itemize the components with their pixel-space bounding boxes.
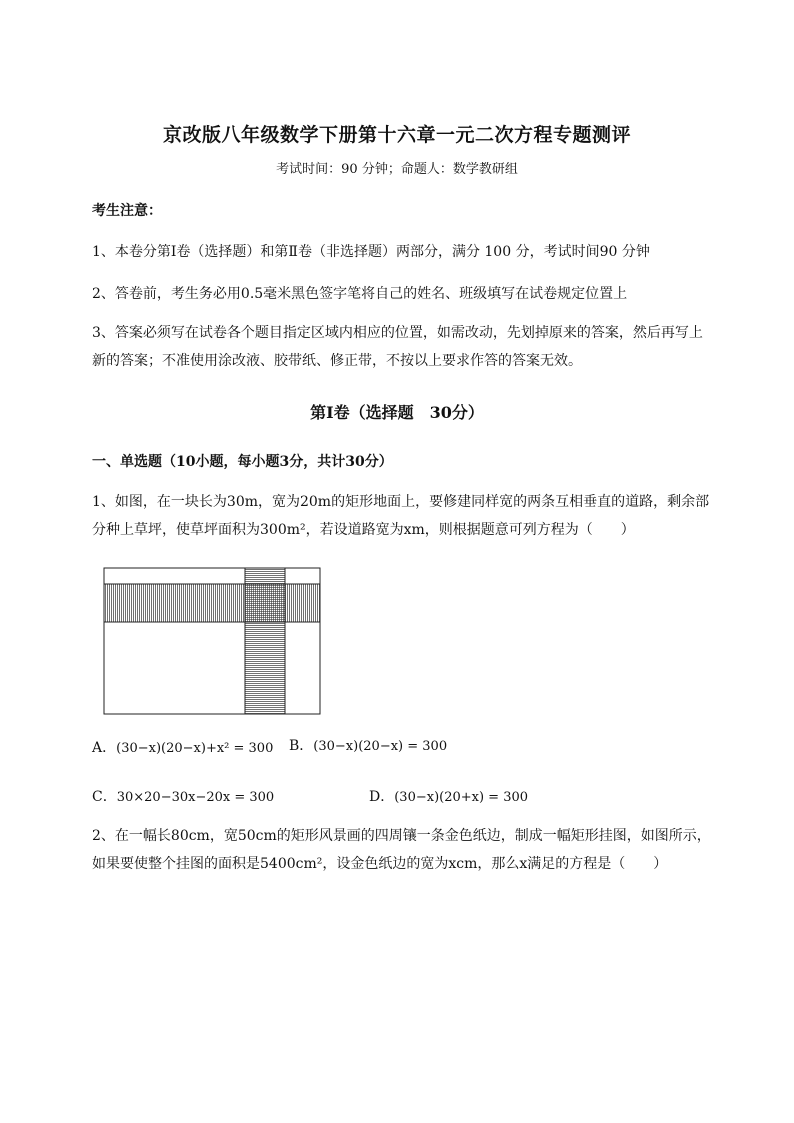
option-b-label: B． [289, 738, 314, 754]
horizontal-road [104, 584, 320, 622]
option-c-formula: 30×20−30x−20x = 300 [116, 790, 275, 805]
option-c[interactable] [92, 786, 274, 806]
option-a-formula: (30−x)(20−x)+x² = 300 [116, 741, 274, 756]
option-d[interactable] [369, 786, 528, 806]
question-2-text: 2、在一幅长80cm，宽50cm的矩形风景画的四周镶一条金色纸边，制成一幅矩形挂图，如图所示，如果要使整个挂图的面积是5400cm²，设金色纸边的宽为xcm，那么x满足的方程是（ ） [92, 828, 711, 872]
notice-heading: 考生注意： [92, 203, 162, 219]
road-intersection [245, 584, 285, 622]
question-1-text: 1、如图，在一块长为30m，宽为20m的矩形地面上，要修建同样宽的两条互相垂直的道路，剩余部分种上草坪，使草坪面积为300m²，若设道路宽为xm，则根据题意可列方程为（ ） [92, 494, 710, 538]
option-b-formula: (30−x)(20−x) = 300 [313, 739, 448, 754]
section-title: 第Ⅰ卷（选择题 30分） [310, 403, 484, 422]
option-d-label: D． [369, 789, 395, 805]
notice-item-2: 2、答卷前，考生务必用0.5毫米黑色签字笔将自己的姓名、班级填写在试卷规定位置上 [92, 286, 628, 302]
option-b[interactable] [289, 735, 447, 755]
option-a-label: A． [92, 740, 117, 756]
notice-item-1: 1、本卷分第Ⅰ卷（选择题）和第Ⅱ卷（非选择题）两部分，满分 100 分，考试时间90 分钟 [92, 244, 650, 260]
part-heading: 一、单选题（10小题，每小题3分，共计30分） [92, 454, 393, 470]
page-title: 京改版八年级数学下册第十六章一元二次方程专题测评 [162, 124, 631, 146]
option-d-formula: (30−x)(20+x) = 300 [394, 790, 529, 805]
notice-item-3: 3、答案必须写在试卷各个题目指定区域内相应的位置，如需改动，先划掉原来的答案，然后再写上新的答案；不准使用涂改液、胶带纸、修正带，不按以上要求作答的答案无效。 [92, 325, 703, 369]
exam-info: 考试时间：90 分钟；命题人：数学教研组 [276, 162, 518, 177]
question-1-figure [103, 567, 321, 715]
option-c-label: C． [92, 789, 117, 805]
option-a[interactable] [92, 737, 273, 757]
